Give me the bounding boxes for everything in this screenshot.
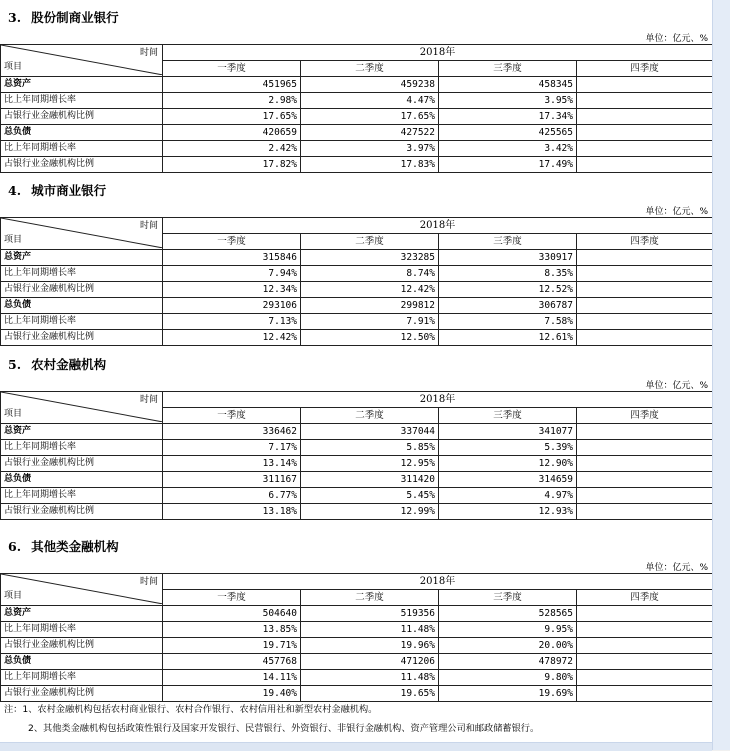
row-label: 比上年同期增长率 (1, 622, 163, 638)
footnote-1: 注：1、农村金融机构包括农村商业银行、农村合作银行、农村信用社和新型农村金融机构。 (4, 704, 378, 715)
section-title (8, 8, 119, 26)
header-row-year (1, 218, 713, 234)
section-heading: 股份制商业银行 (31, 10, 119, 25)
diagonal-line (1, 574, 163, 604)
table-row (1, 488, 713, 504)
value-cell: 12.90% (439, 456, 577, 472)
value-cell: 17.65% (301, 109, 439, 125)
value-cell: 17.83% (301, 157, 439, 173)
value-cell: 9.80% (439, 670, 577, 686)
row-label: 比上年同期增长率 (1, 488, 163, 504)
value-cell: 306787 (439, 298, 577, 314)
row-label: 占银行业金融机构比例 (1, 504, 163, 520)
row-label: 占银行业金融机构比例 (1, 638, 163, 654)
value-cell: 19.65% (301, 686, 439, 702)
value-cell: 7.17% (163, 440, 301, 456)
row-label: 比上年同期增长率 (1, 93, 163, 109)
value-cell: 3.95% (439, 93, 577, 109)
quarter-header: 四季度 (577, 61, 713, 77)
value-cell: 5.85% (301, 440, 439, 456)
row-label: 总负债 (1, 125, 163, 141)
quarter-header: 四季度 (577, 590, 713, 606)
value-cell: 13.14% (163, 456, 301, 472)
value-cell (577, 109, 713, 125)
table-row (1, 440, 713, 456)
year-header: 2018年 (163, 218, 713, 234)
value-cell (577, 686, 713, 702)
vertical-scrollbar[interactable] (712, 0, 730, 750)
value-cell: 478972 (439, 654, 577, 670)
value-cell: 7.58% (439, 314, 577, 330)
corner-time-label: 时间 (139, 48, 158, 58)
value-cell: 14.11% (163, 670, 301, 686)
value-cell: 5.39% (439, 440, 577, 456)
table-row (1, 109, 713, 125)
section-heading: 城市商业银行 (31, 183, 107, 198)
value-cell (577, 488, 713, 504)
value-cell: 12.52% (439, 282, 577, 298)
data-table (0, 217, 712, 346)
table-row (1, 314, 713, 330)
value-cell: 323285 (301, 250, 439, 266)
quarter-header: 一季度 (163, 408, 301, 424)
value-cell (577, 250, 713, 266)
value-cell: 5.45% (301, 488, 439, 504)
table-row (1, 298, 713, 314)
row-label: 占银行业金融机构比例 (1, 282, 163, 298)
value-cell (577, 141, 713, 157)
value-cell: 519356 (301, 606, 439, 622)
row-label: 占银行业金融机构比例 (1, 157, 163, 173)
value-cell: 336462 (163, 424, 301, 440)
value-cell: 19.96% (301, 638, 439, 654)
table-row (1, 670, 713, 686)
value-cell (577, 504, 713, 520)
row-label: 占银行业金融机构比例 (1, 109, 163, 125)
table-row (1, 504, 713, 520)
unit-label: 单位：亿元、% (645, 34, 708, 44)
data-table (0, 44, 712, 173)
value-cell (577, 314, 713, 330)
value-cell: 20.00% (439, 638, 577, 654)
quarter-header: 三季度 (439, 408, 577, 424)
header-row-year (1, 392, 713, 408)
quarter-header: 三季度 (439, 590, 577, 606)
quarter-header: 四季度 (577, 408, 713, 424)
value-cell: 459238 (301, 77, 439, 93)
value-cell (577, 93, 713, 109)
value-cell (577, 606, 713, 622)
quarter-header: 三季度 (439, 61, 577, 77)
value-cell: 8.74% (301, 266, 439, 282)
value-cell: 314659 (439, 472, 577, 488)
section-number: 4. (8, 183, 22, 198)
corner-time-label: 时间 (139, 395, 158, 405)
table-row (1, 622, 713, 638)
value-cell: 3.97% (301, 141, 439, 157)
value-cell (577, 157, 713, 173)
row-label: 比上年同期增长率 (1, 440, 163, 456)
value-cell: 11.48% (301, 622, 439, 638)
footnote-2: 2、其他类金融机构包括政策性银行及国家开发银行、民营银行、外资银行、非银行金融机构、资产管理公司和邮政储蓄银行。 (28, 723, 540, 734)
value-cell: 293106 (163, 298, 301, 314)
row-label: 比上年同期增长率 (1, 670, 163, 686)
table-row (1, 472, 713, 488)
value-cell: 13.18% (163, 504, 301, 520)
value-cell: 12.93% (439, 504, 577, 520)
value-cell (577, 654, 713, 670)
footnotes (4, 700, 539, 738)
year-header: 2018年 (163, 392, 713, 408)
value-cell: 451965 (163, 77, 301, 93)
corner-cell (1, 392, 163, 424)
quarter-header: 二季度 (301, 61, 439, 77)
value-cell: 3.42% (439, 141, 577, 157)
value-cell: 19.40% (163, 686, 301, 702)
value-cell: 17.82% (163, 157, 301, 173)
section-heading: 农村金融机构 (31, 357, 107, 372)
row-label: 总资产 (1, 424, 163, 440)
value-cell (577, 266, 713, 282)
value-cell: 17.34% (439, 109, 577, 125)
row-label: 比上年同期增长率 (1, 266, 163, 282)
value-cell: 11.48% (301, 670, 439, 686)
value-cell: 8.35% (439, 266, 577, 282)
row-label: 占银行业金融机构比例 (1, 686, 163, 702)
value-cell (577, 440, 713, 456)
value-cell: 425565 (439, 125, 577, 141)
table-row (1, 638, 713, 654)
row-label: 总资产 (1, 77, 163, 93)
table-row (1, 266, 713, 282)
value-cell: 12.61% (439, 330, 577, 346)
value-cell: 12.99% (301, 504, 439, 520)
row-label: 比上年同期增长率 (1, 314, 163, 330)
quarter-header: 二季度 (301, 234, 439, 250)
diagonal-line (1, 45, 163, 75)
value-cell: 315846 (163, 250, 301, 266)
value-cell (577, 670, 713, 686)
row-label: 占银行业金融机构比例 (1, 330, 163, 346)
quarter-header: 一季度 (163, 61, 301, 77)
corner-cell (1, 218, 163, 250)
value-cell: 311420 (301, 472, 439, 488)
table-row (1, 456, 713, 472)
corner-cell (1, 45, 163, 77)
corner-item-label: 项目 (4, 591, 23, 601)
table-row (1, 654, 713, 670)
table-row (1, 93, 713, 109)
value-cell: 12.95% (301, 456, 439, 472)
data-table (0, 391, 712, 520)
table-row (1, 157, 713, 173)
row-label: 占银行业金融机构比例 (1, 456, 163, 472)
unit-label: 单位：亿元、% (645, 381, 708, 391)
quarter-header: 一季度 (163, 234, 301, 250)
section-number: 5. (8, 357, 22, 372)
value-cell (577, 638, 713, 654)
table-row (1, 330, 713, 346)
table-row (1, 282, 713, 298)
value-cell: 12.34% (163, 282, 301, 298)
value-cell (577, 298, 713, 314)
value-cell (577, 424, 713, 440)
value-cell: 7.94% (163, 266, 301, 282)
value-cell: 7.91% (301, 314, 439, 330)
value-cell: 17.65% (163, 109, 301, 125)
diagonal-line (1, 218, 163, 248)
section-title (8, 537, 119, 555)
quarter-header: 三季度 (439, 234, 577, 250)
table-row (1, 77, 713, 93)
value-cell: 12.42% (163, 330, 301, 346)
value-cell: 12.42% (301, 282, 439, 298)
value-cell: 427522 (301, 125, 439, 141)
section-number: 6. (8, 539, 22, 554)
table-row (1, 250, 713, 266)
value-cell: 6.77% (163, 488, 301, 504)
value-cell: 420659 (163, 125, 301, 141)
corner-item-label: 项目 (4, 409, 23, 419)
quarter-header: 二季度 (301, 590, 439, 606)
table-row (1, 424, 713, 440)
value-cell: 471206 (301, 654, 439, 670)
row-label: 比上年同期增长率 (1, 141, 163, 157)
row-label: 总负债 (1, 654, 163, 670)
diagonal-line (1, 392, 163, 422)
value-cell: 311167 (163, 472, 301, 488)
row-label: 总资产 (1, 606, 163, 622)
corner-time-label: 时间 (139, 221, 158, 231)
value-cell: 457768 (163, 654, 301, 670)
row-label: 总负债 (1, 298, 163, 314)
value-cell: 341077 (439, 424, 577, 440)
table-row (1, 125, 713, 141)
data-table (0, 573, 712, 702)
year-header: 2018年 (163, 45, 713, 61)
value-cell: 17.49% (439, 157, 577, 173)
value-cell: 9.95% (439, 622, 577, 638)
value-cell: 13.85% (163, 622, 301, 638)
value-cell (577, 472, 713, 488)
value-cell: 19.71% (163, 638, 301, 654)
value-cell: 2.42% (163, 141, 301, 157)
value-cell (577, 282, 713, 298)
value-cell: 12.50% (301, 330, 439, 346)
row-label: 总资产 (1, 250, 163, 266)
header-row-year (1, 574, 713, 590)
value-cell: 330917 (439, 250, 577, 266)
value-cell: 299812 (301, 298, 439, 314)
table-row (1, 141, 713, 157)
value-cell (577, 622, 713, 638)
value-cell: 7.13% (163, 314, 301, 330)
header-row-year (1, 45, 713, 61)
unit-label: 单位：亿元、% (645, 207, 708, 217)
year-header: 2018年 (163, 574, 713, 590)
row-label: 总负债 (1, 472, 163, 488)
section-number: 3. (8, 10, 22, 25)
corner-time-label: 时间 (139, 577, 158, 587)
value-cell: 2.98% (163, 93, 301, 109)
value-cell: 19.69% (439, 686, 577, 702)
unit-label: 单位：亿元、% (645, 563, 708, 573)
value-cell (577, 77, 713, 93)
value-cell: 458345 (439, 77, 577, 93)
value-cell: 528565 (439, 606, 577, 622)
section-title (8, 181, 106, 199)
table-row (1, 606, 713, 622)
value-cell (577, 330, 713, 346)
value-cell: 337044 (301, 424, 439, 440)
value-cell (577, 456, 713, 472)
corner-item-label: 项目 (4, 62, 23, 72)
corner-item-label: 项目 (4, 235, 23, 245)
quarter-header: 二季度 (301, 408, 439, 424)
value-cell: 4.97% (439, 488, 577, 504)
section-title (8, 355, 106, 373)
value-cell: 4.47% (301, 93, 439, 109)
value-cell (577, 125, 713, 141)
value-cell: 504640 (163, 606, 301, 622)
section-heading: 其他类金融机构 (31, 539, 119, 554)
corner-cell (1, 574, 163, 606)
quarter-header: 四季度 (577, 234, 713, 250)
quarter-header: 一季度 (163, 590, 301, 606)
